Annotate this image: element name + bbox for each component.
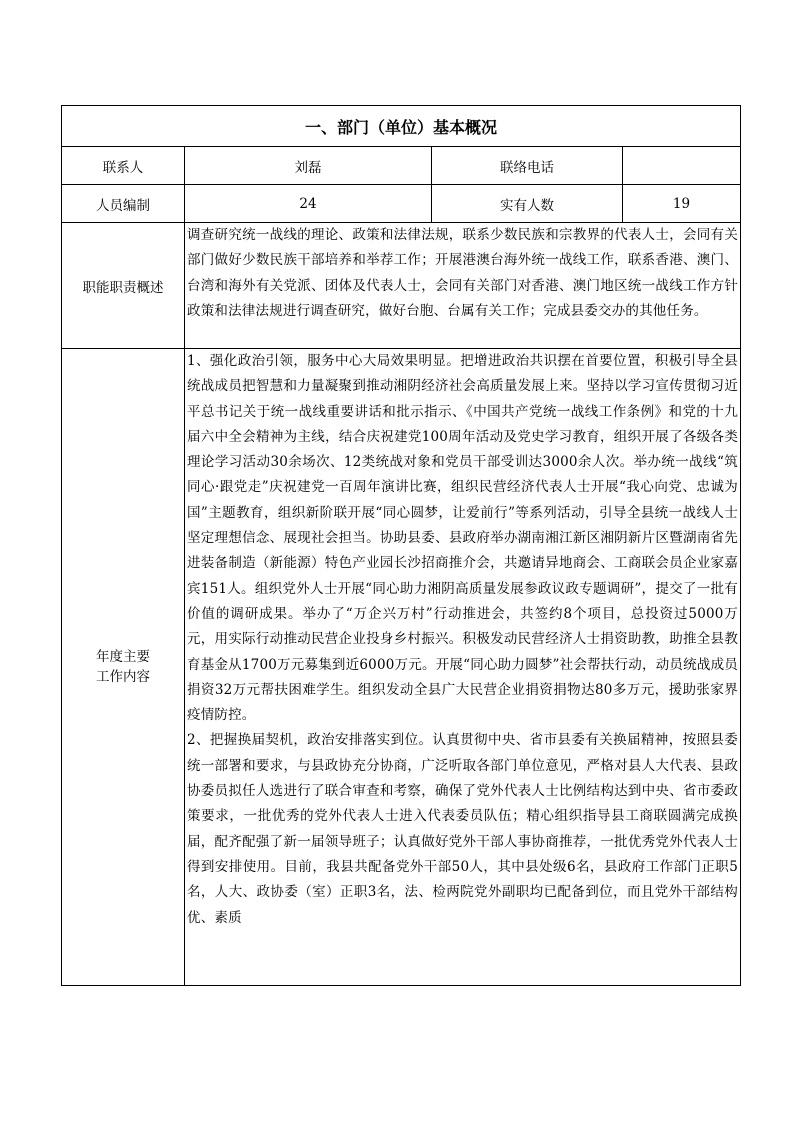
- work-paragraph-1: 1、强化政治引领，服务中心大局效果明显。把增进政治共识摆在首要位置，积极引导全县统战成员把智慧和力量凝聚到推动湘阴经济社会高质量发展上来。坚持以学习宣传贯彻习近平总书记关于统一战线重要讲话和批示指示、《中国共产党统一战线工作条例》和党的十九届六中全会精神为主线，结合庆祝建党100周年活动及党史学习教育，组织开展了各级各类理论学习活动30余场次、12类统战对象和党员干部受训达3000余人次。举办统一战线“筑同心·跟党走”庆祝建党一百周年演讲比赛，组织民营经济代表人士开展“我心向党、忠诚为国”主题教育，组织新阶联开展“同心圆梦，让爱前行”等系列活动，引导全县统一战线人士坚定理想信念、展现社会担当。协助县委、县政府举办湖南湘江新区湘阴新片区暨湖南省先进装备制造（新能源）特色产业园长沙招商推介会，共邀请异地商会、工商联会员企业家嘉宾151人。组织党外人士开展“同心助力湘阴高质量发展参政议政专题调研”，提交了一批有价值的调研成果。举办了“万企兴万村”行动推进会，共签约8个项目，总投资过5000万元，用实际行动推动民营企业投身乡村振兴。积极发动民营经济人士捐资助教，助推全县教育基金从1700万元募集到近6000万元。开展“同心助力圆梦”社会帮扶行动，动员统战成员捐资32万元帮扶困难学生。组织发动全县广大民营企业捐资捐物达80多万元，援助张家界疫情防控。: [187, 353, 739, 724]
- phone-label: 联络电话: [432, 147, 623, 185]
- duties-text: 调查研究统一战线的理论、政策和法律法规，联系少数民族和宗教界的代表人士，会同有关部门做好少数民族干部培养和举荐工作；开展港澳台海外统一战线工作，联系香港、澳门、台湾和海外有关党派、团体及代表人士，会同有关部门对香港、澳门地区统一战线工作方针政策和法律法规进行调查研究，做好台胞、台属有关工作；完成县委交办的其他任务。: [185, 223, 741, 349]
- overview-table: [61, 105, 741, 986]
- contact-label: 联系人: [62, 147, 185, 185]
- annual-work-label-line1: 年度主要: [96, 649, 150, 665]
- staffing-value: 24: [185, 185, 432, 223]
- actual-staff-label: 实有人数: [432, 185, 623, 223]
- annual-work-label-line2: 工作内容: [96, 669, 150, 685]
- actual-staff-value: 19: [623, 185, 741, 223]
- annual-work-label: [62, 349, 185, 986]
- duties-label: 职能职责概述: [62, 223, 185, 349]
- staffing-label: 人员编制: [62, 185, 185, 223]
- section-title: 一、部门（单位）基本概况: [62, 106, 741, 147]
- annual-work-content: [185, 349, 741, 986]
- work-paragraph-2: 2、把握换届契机，政治安排落实到位。认真贯彻中央、省市县委有关换届精神，按照县委统一部署和要求，与县政协充分协商，广泛听取各部门单位意见，严格对县人大代表、县政协委员拟任人选进行了联合审查和考察，确保了党外代表人士比例结构达到中央、省市委政策要求，一批优秀的党外代表人士进入代表委员队伍；精心组织指导县工商联圆满完成换届，配齐配强了新一届领导班子；认真做好党外干部人事协商推荐，一批优秀党外代表人士得到安排使用。目前，我县共配备党外干部50人，其中县处级6名，县政府工作部门正职5名，人大、政协委（室）正职3名，法、检两院党外副职均已配备到位，而且党外干部结构优、素质: [187, 732, 739, 926]
- contact-value: 刘磊: [185, 147, 432, 185]
- phone-value: [623, 147, 741, 185]
